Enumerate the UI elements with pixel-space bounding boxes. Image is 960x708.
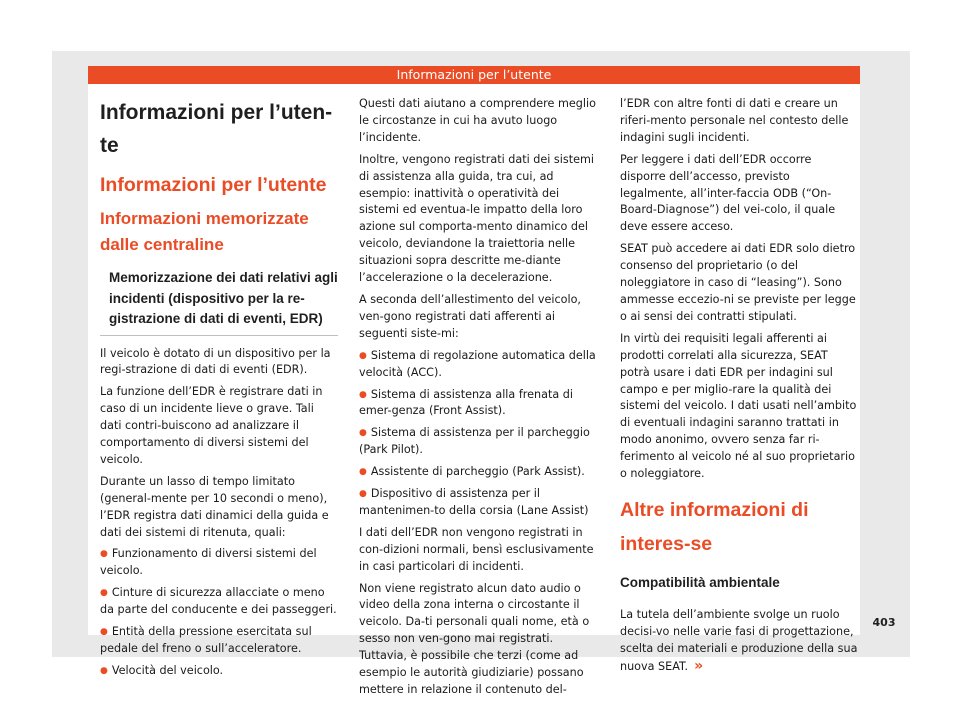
list-item [100, 585, 338, 619]
paragraph: La funzione dell’EDR è registrare dati in caso di un incidente lieve o grave. Tali dati contri-buiscono ad analizzare il comportamento di diversi sistemi del veicolo. [100, 385, 323, 466]
paragraph-text: La tutela dell’ambiente svolge un ruolo decisi-vo nelle varie fasi di progettazione, scelta dei materiali e produzione della sua nuova SEAT. [620, 607, 858, 673]
paragraph: In virtù dei requisiti legali afferenti ai prodotti correlati alla sicurezza, SEAT potrà usare i dati EDR per indagini sul campo e per miglio-rare la qualità dei sistemi del veicolo. I dati usati nell’ambito di eventuali indagini saranno trattati in modo anonimo, ovvero senza far ri-ferimento al veicolo né al suo proprietario o noleggiatore. [620, 331, 857, 481]
bullet-icon: ● [359, 428, 367, 439]
list-item-text: Entità della pressione esercitata sul pedale del freno o sull’acceleratore. [100, 625, 312, 655]
paragraph: Inoltre, vengono registrati dati dei sistemi di assistenza alla guida, tra cui, ad esempio: inattività o operatività dei sistemi ed eventua-le impatto della loro azione sul comporta-mento dinamico del veicolo, deviandone la traiettoria nelle situazioni sopra descritte me-diante l’accelerazione o la decelerazione. [359, 152, 594, 285]
subsection-title: Informazioni memorizzate dalle centraline [100, 209, 309, 254]
paragraph: Durante un lasso di tempo limitato (general-mente per 10 secondi o meno), l’EDR registra dati dinamici della guida e dati dei sistemi di ritenuta, quali: [100, 474, 329, 539]
page-number: 403 [872, 616, 896, 629]
list-item-text: Sistema di assistenza per il parcheggio (Park Pilot). [359, 426, 590, 457]
list-item [359, 348, 597, 382]
list-item-text: Velocità del veicolo. [111, 663, 224, 677]
bullet-icon: ● [100, 627, 108, 638]
list-item [100, 546, 338, 580]
column-2 [359, 96, 597, 704]
paragraph [620, 607, 858, 676]
list-item [359, 425, 597, 459]
bullet-icon: ● [100, 549, 108, 560]
paragraph: Questi dati aiutano a comprendere meglio le circostanze in cui ha avuto luogo l’incidente. [359, 97, 596, 144]
list-item [359, 387, 597, 421]
bullet-icon: ● [359, 350, 367, 361]
topic-title: Compatibilità ambientale [620, 574, 780, 590]
paragraph: l’EDR con altre fonti di dati e creare un riferi-mento personale nel contesto delle indagini sugli incidenti. [620, 97, 849, 144]
list-item-text: Dispositivo di assistenza per il mantenimen-to della corsia (Lane Assist) [359, 487, 589, 517]
topic-title: Memorizzazione dei dati relativi agli incidenti (dispositivo per la re-gistrazione di dati di eventi, EDR) [100, 268, 338, 336]
section-title: Altre informazioni di interes-se [620, 498, 809, 555]
paragraph: Per leggere i dati dell’EDR occorre disporre dell’accesso, previsto legalmente, all’inter-faccia ODB (“On-Board-Diagnose”) del vei-colo, il quale deve essere acceso. [620, 152, 836, 234]
list-item [100, 624, 338, 658]
list-item-text: Assistente di parcheggio (Park Assist). [370, 465, 585, 479]
list-item [359, 464, 597, 481]
paragraph: I dati dell’EDR non vengono registrati in con-dizioni normali, bensì esclusivamente in casi particolari di incidenti. [359, 525, 594, 573]
paragraph: Non viene registrato alcun dato audio o video della zona interna o circostante il veicolo. Da-ti personali quali nome, età o sesso non ven-gono mai registrati. Tuttavia, è possibile che terzi (come ad esempio le autorità giudiziarie) possano mettere in relazione il contenuto del- [359, 581, 590, 696]
bullet-icon: ● [100, 588, 108, 599]
column-3 [620, 96, 858, 681]
bullet-icon: ● [359, 389, 367, 400]
list-item-text: Cinture di sicurezza allacciate o meno da parte del conducente e dei passeggeri. [100, 586, 337, 617]
bullet-icon: ● [359, 467, 367, 478]
column-1 [100, 96, 338, 685]
paragraph: A seconda dell’allestimento del veicolo, ven-gono registrati dati afferenti ai seguenti siste-mi: [359, 292, 581, 340]
list-item [359, 486, 597, 520]
paragraph: SEAT può accedere ai dati EDR solo dietro consenso del proprietario (o del noleggiatore in caso di “leasing”). Sono ammesse eccezio-ni se previste per legge o ai sensi dei contratti stipulati. [620, 242, 856, 323]
bullet-icon: ● [359, 489, 367, 500]
paragraph: Il veicolo è dotato di un dispositivo per la regi-strazione di dati di eventi (EDR). [100, 346, 331, 377]
list-item-text: Funzionamento di diversi sistemi del veicolo. [100, 547, 317, 578]
chapter-title: Informazioni per l’uten-te [100, 101, 333, 157]
continue-arrow-icon: » [694, 657, 704, 674]
list-item-text: Sistema di assistenza alla frenata di emer-genza (Front Assist). [359, 387, 573, 418]
header-title: Informazioni per l’utente [396, 67, 552, 82]
bullet-icon: ● [100, 665, 108, 676]
list-item [100, 663, 338, 680]
section-title: Informazioni per l’utente [100, 174, 327, 196]
list-item-text: Sistema di regolazione automatica della velocità (ACC). [359, 348, 596, 379]
